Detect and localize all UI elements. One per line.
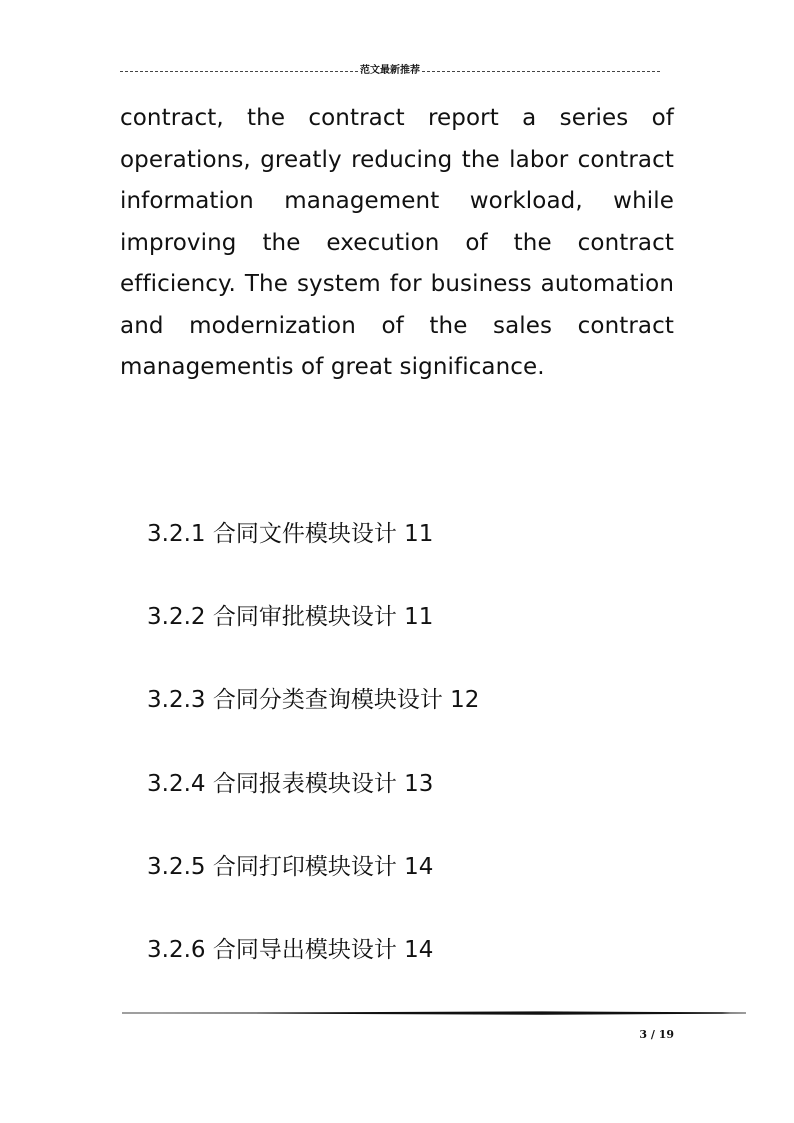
body-line: information management workload, while bbox=[120, 188, 674, 214]
table-of-contents bbox=[147, 516, 479, 1015]
header-dashed-line-right bbox=[422, 71, 660, 72]
page-number: 3 / 19 bbox=[639, 1028, 674, 1041]
header-dashed-line-left bbox=[120, 71, 358, 72]
body-line: and modernization of the sales contract bbox=[120, 312, 674, 339]
body-line: efficiency. The system for business automation bbox=[120, 271, 674, 297]
body-line: contract, the contract report a series of bbox=[120, 105, 674, 131]
body-line: improving the execution of the contract bbox=[120, 229, 674, 256]
toc-item: 3.2.6 合同导出模块设计 14 bbox=[147, 936, 434, 963]
toc-item: 3.2.1 合同文件模块设计 11 bbox=[147, 521, 434, 547]
body-paragraph bbox=[120, 98, 674, 389]
toc-item: 3.2.5 合同打印模块设计 14 bbox=[147, 853, 434, 880]
page-header bbox=[120, 58, 660, 78]
toc-item: 3.2.2 合同审批模块设计 11 bbox=[147, 604, 434, 631]
header-label: 范文最新推荐 bbox=[360, 64, 420, 76]
body-line: operations, greatly reducing the labor contract bbox=[120, 146, 674, 173]
toc-item: 3.2.4 合同报表模块设计 13 bbox=[147, 770, 434, 797]
footer-rule bbox=[122, 1011, 746, 1016]
body-line: managementis of great significance. bbox=[120, 354, 545, 380]
toc-item: 3.2.3 合同分类查询模块设计 12 bbox=[147, 687, 480, 714]
